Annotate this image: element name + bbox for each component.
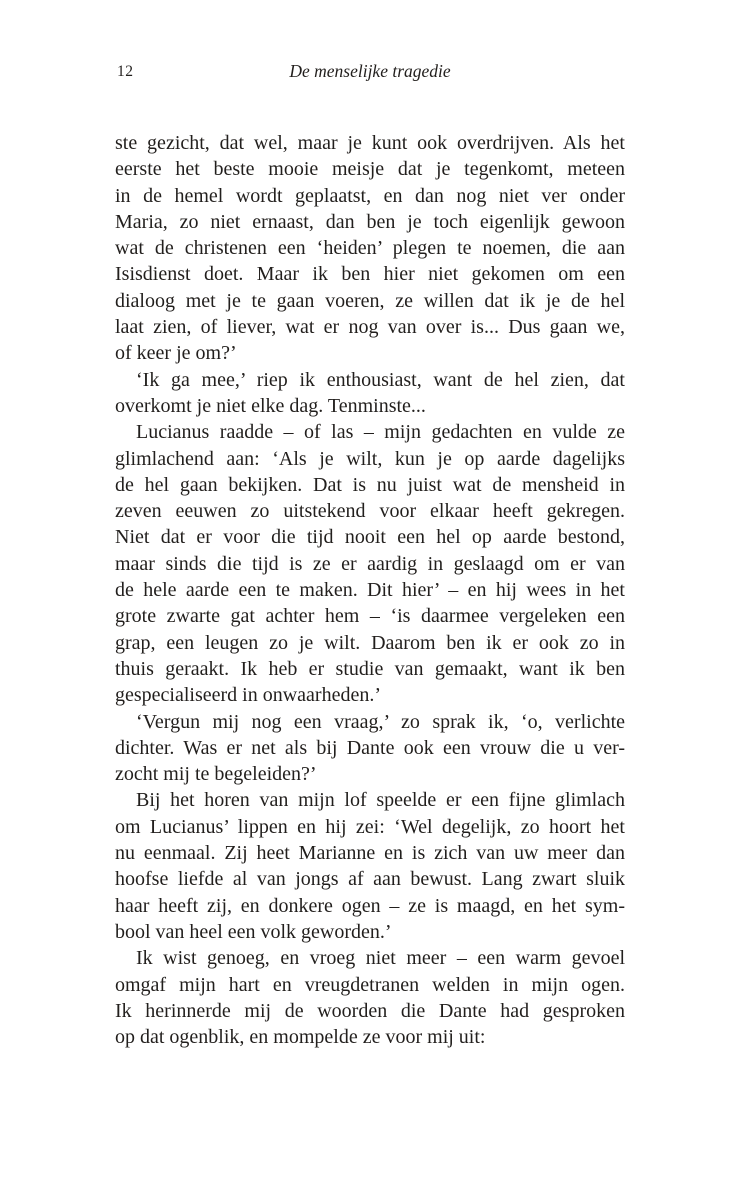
- text-line: de hel gaan bekijken. Dat is nu juist wat de mensheid in: [115, 473, 625, 496]
- paragraph: [115, 709, 625, 788]
- text-block: [115, 130, 625, 1050]
- page-number: 12: [117, 63, 134, 80]
- paragraph: [115, 787, 625, 945]
- text-line: Niet dat er voor die tijd nooit een hel op aarde bestond,: [115, 526, 625, 549]
- text-line: Bij het horen van mijn lof speelde er een fijne glimlach: [136, 789, 625, 812]
- text-line: Lucianus raadde – of las – mijn gedachten en vulde ze: [136, 421, 625, 444]
- text-line: ‘Ik ga mee,’ riep ik enthousiast, want de hel zien, dat: [136, 368, 625, 391]
- text-line: haar heeft zij, en donkere ogen – ze is maagd, en het sym-: [115, 894, 625, 917]
- text-line: grap, een leugen zo je wilt. Daarom ben ik er ook zo in: [115, 631, 625, 654]
- text-line: Ik herinnerde mij de woorden die Dante had gesproken: [115, 999, 625, 1022]
- paragraph: [115, 367, 625, 420]
- text-line: de hele aarde een te maken. Dit hier’ – en hij wees in het: [115, 579, 625, 602]
- text-line: laat zien, of liever, wat er nog van over is... Dus gaan we,: [115, 316, 625, 339]
- running-header: [115, 61, 625, 85]
- text-line: thuis geraakt. Ik heb er studie van gemaakt, want ik ben: [115, 657, 625, 680]
- paragraph: [115, 130, 625, 367]
- text-line: hoofse liefde al van jongs af aan bewust. Lang zwart sluik: [115, 868, 625, 891]
- text-line: dichter. Was er net als bij Dante ook een vrouw die u ver-: [115, 736, 625, 759]
- paragraph: [115, 945, 625, 1050]
- text-line: grote zwarte gat achter hem – ‘is daarmee vergeleken een: [115, 605, 625, 628]
- text-line: zocht mij te begeleiden?’: [115, 763, 317, 786]
- text-line: Isisdienst doet. Maar ik ben hier niet gekomen om een: [115, 263, 625, 286]
- text-line: eerste het beste mooie meisje dat je tegenkomt, meteen: [115, 158, 625, 181]
- running-title: De menselijke tragedie: [289, 61, 451, 81]
- text-line: overkomt je niet elke dag. Tenminste...: [115, 394, 426, 417]
- text-line: in de hemel wordt geplaatst, en dan nog niet ver onder: [115, 184, 625, 207]
- text-line: om Lucianus’ lippen en hij zei: ‘Wel degelijk, zo hoort het: [115, 815, 625, 838]
- text-line: gespecialiseerd in onwaarheden.’: [115, 684, 381, 707]
- text-line: bool van heel een volk geworden.’: [115, 920, 392, 943]
- text-line: Ik wist genoeg, en vroeg niet meer – een warm gevoel: [136, 947, 625, 970]
- text-line: maar sinds die tijd is ze er aardig in geslaagd om er van: [115, 552, 625, 575]
- text-line: omgaf mijn hart en vreugdetranen welden in mijn ogen.: [115, 973, 625, 996]
- text-line: op dat ogenblik, en mompelde ze voor mij uit:: [115, 1026, 486, 1049]
- text-line: of keer je om?’: [115, 342, 237, 365]
- text-line: zeven eeuwen zo uitstekend voor elkaar heeft gekregen.: [115, 500, 625, 523]
- text-line: ste gezicht, dat wel, maar je kunt ook overdrijven. Als het: [115, 132, 625, 154]
- text-line: dialoog met je te gaan voeren, ze willen dat ik je de hel: [115, 289, 625, 312]
- text-line: glimlachend aan: ‘Als je wilt, kun je op aarde dagelijks: [115, 447, 625, 470]
- text-line: ‘Vergun mij nog een vraag,’ zo sprak ik, ‘o, verlichte: [136, 710, 625, 733]
- text-line: nu eenmaal. Zij heet Marianne en is zich van uw meer dan: [115, 842, 625, 865]
- text-line: Maria, zo niet ernaast, dan ben je toch eigenlijk gewoon: [115, 210, 625, 233]
- paragraph: [115, 419, 625, 708]
- text-line: wat de christenen een ‘heiden’ plegen te noemen, die aan: [115, 237, 625, 260]
